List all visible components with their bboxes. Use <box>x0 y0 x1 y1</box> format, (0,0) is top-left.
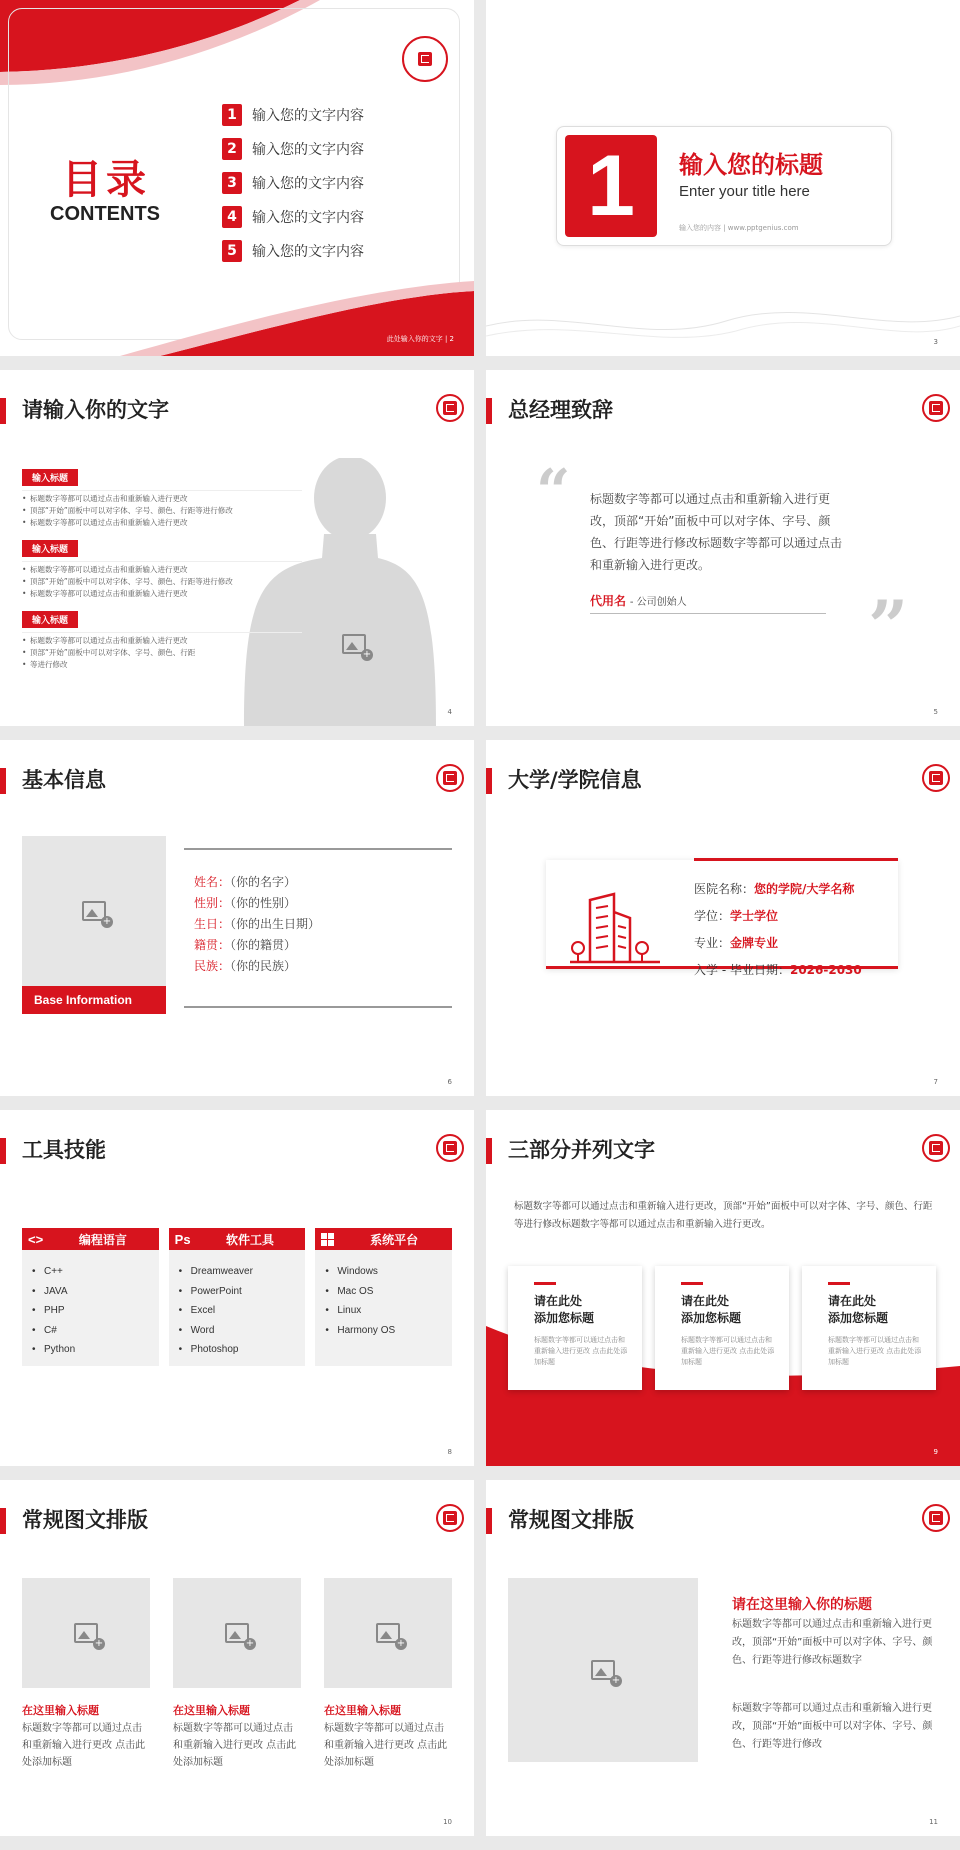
toc-number: 3 <box>222 172 242 194</box>
image-placeholder-icon <box>225 1623 249 1643</box>
skill-header-label: 系统平台 <box>370 1232 419 1247</box>
bullet-line: • 标题数字等都可以通过点击和重新输入进行更改 <box>22 565 188 574</box>
text-groups <box>22 466 302 679</box>
text-card <box>508 1266 642 1390</box>
page-number: 9 <box>933 1448 938 1456</box>
info-field <box>194 956 320 977</box>
contents-title-en: CONTENTS <box>50 203 160 225</box>
skill-item: • Mac OS <box>325 1285 374 1297</box>
code-icon: <> <box>28 1231 44 1247</box>
row-value: 金牌专业 <box>730 936 779 950</box>
toc-number: 4 <box>222 206 242 228</box>
speech-text: 标题数字等都可以通过点击和重新输入进行更改，顶部“开始”面板中可以对字体、字号、颜色、行距等进行修改标题数字等都可以通过点击和重新输入进行更改。 <box>590 492 843 572</box>
speaker-role: - 公司创始人 <box>629 597 687 608</box>
contents-footer: 此处输入你的文字 | 2 <box>386 335 454 343</box>
skill-list <box>315 1250 452 1366</box>
photoshop-icon: Ps <box>174 1231 191 1247</box>
slide-image-text <box>486 1480 960 1836</box>
content-heading: 请在这里输入你的标题 <box>732 1597 872 1613</box>
image-placeholder[interactable] <box>173 1578 301 1688</box>
building-icon <box>570 892 660 964</box>
field-value: （你的籍贯） <box>230 938 297 952</box>
image-placeholder-icon[interactable] <box>342 634 366 654</box>
toc-item[interactable] <box>222 170 364 196</box>
image-placeholder-icon <box>74 1623 98 1643</box>
content-paragraph-2: 标题数字等都可以通过点击和重新输入进行更改，顶部“开始”面板中可以对字体、字号、颜色、行距等进行修改 <box>732 1703 933 1750</box>
skill-header-label: 软件工具 <box>225 1232 274 1247</box>
skill-item: • PHP <box>32 1305 65 1316</box>
content-paragraph-1: 标题数字等都可以通过点击和重新输入进行更改，顶部“开始”面板中可以对字体、字号、颜色、行距等进行修改标题数字 <box>732 1619 933 1666</box>
field-key: 民族： <box>194 959 231 973</box>
bullet-line: • 标题数字等都可以通过点击和重新输入进行更改 <box>22 518 188 527</box>
toc-list <box>222 102 364 272</box>
speaker-name: 代用名 <box>590 594 627 608</box>
group-label: 输入标题 <box>22 611 78 628</box>
slide-skills <box>0 1110 474 1466</box>
intro-text: 标题数字等都可以通过点击和重新输入进行更改，顶部“开始”面板中可以对字体、字号、颜色、行距等进行修改标题数字等都可以通过点击和重新输入进行更改。 <box>514 1201 933 1230</box>
bottom-wave-decoration <box>0 276 474 356</box>
image-placeholder-icon <box>591 1660 615 1680</box>
section-note: 输入您的内容 | www.pptgenius.com <box>679 224 799 232</box>
skill-item: • JAVA <box>32 1285 68 1297</box>
info-card <box>546 860 898 977</box>
image-placeholder[interactable] <box>324 1578 452 1688</box>
toc-item[interactable] <box>222 204 364 230</box>
column-heading: 在这里输入标题 <box>22 1704 99 1717</box>
university-logo <box>402 36 448 82</box>
info-field <box>194 935 320 956</box>
university-row <box>694 903 862 930</box>
text-group <box>22 608 302 671</box>
skill-list <box>169 1250 306 1366</box>
divider <box>590 613 826 614</box>
skill-item: • Photoshop <box>178 1344 239 1355</box>
card-accent-line <box>681 1282 703 1285</box>
card-heading-1: 请在此处 <box>828 1294 877 1308</box>
card-heading-1: 请在此处 <box>534 1294 583 1308</box>
text-card <box>655 1266 789 1390</box>
bullet-line: • 顶部“开始”面板中可以对字体、字号、颜色、行距等进行修改 <box>22 577 233 586</box>
slide-title: 常规图文排版 <box>22 1508 148 1532</box>
column-body: 标题数字等都可以通过点击和重新输入进行更改 点击此处添加标题 <box>324 1723 448 1768</box>
card-heading-2: 添加您标题 <box>828 1311 889 1325</box>
toc-text: 输入您的文字内容 <box>252 108 364 124</box>
toc-number: 1 <box>222 104 242 126</box>
skill-item: • Dreamweaver <box>178 1266 253 1277</box>
skill-list <box>22 1250 159 1366</box>
row-value: 学士学位 <box>730 909 779 923</box>
toc-text: 输入您的文字内容 <box>252 244 364 260</box>
card-heading-2: 添加您标题 <box>534 1311 595 1325</box>
bullet-line: • 标题数字等都可以通过点击和重新输入进行更改 <box>22 589 188 598</box>
title-accent-bar <box>0 768 6 794</box>
toc-item[interactable] <box>222 102 364 128</box>
photo-placeholder[interactable] <box>22 836 166 986</box>
toc-text: 输入您的文字内容 <box>252 142 364 158</box>
slide-title: 工具技能 <box>22 1138 106 1162</box>
card-heading-1: 请在此处 <box>681 1294 730 1308</box>
field-value: （你的民族） <box>230 959 297 973</box>
title-accent-bar <box>0 1508 6 1534</box>
skill-item: • Harmony OS <box>325 1324 396 1336</box>
card-heading-2: 添加您标题 <box>681 1311 742 1325</box>
skill-column <box>22 1228 159 1366</box>
speaker-line <box>590 592 687 609</box>
image-placeholder-icon <box>82 901 106 921</box>
slide-image-grid <box>0 1480 474 1836</box>
skill-item: • Excel <box>178 1305 216 1316</box>
card-body: 标题数字等都可以通过点击和重新输入进行更改 点击此处添加标题 <box>534 1336 628 1366</box>
image-placeholder-icon <box>376 1623 400 1643</box>
group-bullets <box>22 490 302 529</box>
text-group <box>22 537 302 600</box>
university-logo <box>436 1134 464 1162</box>
skill-header-label: 编程语言 <box>78 1232 127 1247</box>
bullet-line: • 标题数字等都可以通过点击和重新输入进行更改 <box>22 636 188 645</box>
divider-top <box>184 848 452 850</box>
divider-bottom <box>184 1006 452 1008</box>
page-number: 3 <box>933 338 938 346</box>
skill-column <box>315 1228 452 1366</box>
image-column <box>324 1578 452 1771</box>
info-fields <box>194 872 320 977</box>
title-accent-bar <box>486 1138 492 1164</box>
university-logo <box>436 394 464 422</box>
text-group <box>22 466 302 529</box>
skill-item: • Linux <box>325 1305 362 1316</box>
field-value: （你的性别） <box>230 896 297 910</box>
group-bullets <box>22 561 302 600</box>
skill-column <box>169 1228 306 1366</box>
image-columns <box>22 1578 452 1771</box>
card-accent-line <box>694 858 898 861</box>
university-logo <box>436 1504 464 1532</box>
section-number: 1 <box>565 135 657 237</box>
skill-header <box>315 1228 452 1250</box>
page-number: 7 <box>933 1078 938 1086</box>
skill-item: • Word <box>178 1324 215 1336</box>
skill-columns <box>22 1228 452 1366</box>
university-logo <box>922 764 950 792</box>
slide-ceo-speech <box>486 370 960 726</box>
skill-item: • C++ <box>32 1266 63 1277</box>
row-value: 您的学院/大学名称 <box>754 882 855 896</box>
slide-title: 总经理致辞 <box>508 398 613 422</box>
card-body: 标题数字等都可以通过点击和重新输入进行更改 点击此处添加标题 <box>681 1336 775 1366</box>
bullet-line: • 顶部“开始”面板中可以对字体、字号、颜色、行距 <box>22 648 196 657</box>
page-number: 11 <box>929 1818 938 1826</box>
image-column <box>173 1578 301 1771</box>
image-column <box>22 1578 150 1771</box>
skill-item: • C# <box>32 1324 57 1336</box>
close-quote-icon: ” <box>868 585 909 668</box>
group-label: 输入标题 <box>22 469 78 486</box>
slide-title: 三部分并列文字 <box>508 1138 655 1162</box>
image-placeholder[interactable] <box>508 1578 698 1762</box>
title-accent-bar <box>486 768 492 794</box>
row-key: 医院名称： <box>694 882 755 896</box>
row-key: 专业： <box>694 936 731 950</box>
university-row <box>694 930 862 957</box>
university-logo <box>922 394 950 422</box>
field-key: 生日： <box>194 917 231 931</box>
field-key: 性别： <box>194 896 231 910</box>
card-accent-line <box>828 1282 850 1285</box>
page-number: 5 <box>933 708 938 716</box>
university-logo <box>922 1134 950 1162</box>
card-accent-line <box>534 1282 556 1285</box>
slide-title: 常规图文排版 <box>508 1508 634 1532</box>
field-key: 姓名： <box>194 875 231 889</box>
photo-caption: Base Information <box>22 986 166 1014</box>
bullet-line: • 标题数字等都可以通过点击和重新输入进行更改 <box>22 494 188 503</box>
slide-text-list <box>0 370 474 726</box>
open-quote-icon: “ <box>536 457 571 527</box>
slide-title: 大学/学院信息 <box>508 768 642 792</box>
university-logo <box>922 1504 950 1532</box>
section-subtitle: Enter your title here <box>679 183 810 200</box>
university-row <box>694 876 862 903</box>
slide-university-info <box>486 740 960 1096</box>
image-placeholder[interactable] <box>22 1578 150 1688</box>
section-title: 输入您的标题 <box>679 151 823 179</box>
field-value: （你的名字） <box>230 875 297 889</box>
field-key: 籍贯： <box>194 938 231 952</box>
title-accent-bar <box>486 398 492 424</box>
toc-item[interactable] <box>222 238 364 264</box>
column-body: 标题数字等都可以通过点击和重新输入进行更改 点击此处添加标题 <box>173 1723 297 1768</box>
page-number: 8 <box>447 1448 452 1456</box>
title-card <box>556 126 892 246</box>
skill-header <box>22 1228 159 1250</box>
slide-basic-info <box>0 740 474 1096</box>
page-number: 10 <box>443 1818 452 1826</box>
info-field <box>194 872 320 893</box>
university-logo <box>436 764 464 792</box>
toc-text: 输入您的文字内容 <box>252 210 364 226</box>
slide-three-parts <box>486 1110 960 1466</box>
bullet-line: • 等进行修改 <box>22 660 68 669</box>
skill-item: • PowerPoint <box>178 1285 242 1297</box>
page-number: 4 <box>447 708 452 716</box>
info-field <box>194 914 320 935</box>
toc-text: 输入您的文字内容 <box>252 176 364 192</box>
contents-title-cn: 目录 <box>62 157 150 203</box>
slide-contents <box>0 0 474 356</box>
gray-wave-decoration <box>486 286 960 356</box>
column-heading: 在这里输入标题 <box>173 1704 250 1717</box>
toc-number: 2 <box>222 138 242 160</box>
title-accent-bar <box>0 398 6 424</box>
title-accent-bar <box>0 1138 6 1164</box>
windows-icon <box>321 1233 334 1246</box>
university-row <box>694 957 862 984</box>
column-body: 标题数字等都可以通过点击和重新输入进行更改 点击此处添加标题 <box>22 1723 146 1768</box>
group-label: 输入标题 <box>22 540 78 557</box>
row-key: 入学 - 毕业日期： <box>694 963 790 977</box>
row-value: 2026-2030 <box>789 963 862 977</box>
slide-title: 请输入你的文字 <box>22 398 169 422</box>
info-field <box>194 893 320 914</box>
skill-item: • Python <box>32 1344 76 1355</box>
field-value: （你的出生日期） <box>230 917 321 931</box>
slide-title: 基本信息 <box>22 768 106 792</box>
slide-section-title <box>486 0 960 356</box>
text-card <box>802 1266 936 1390</box>
title-accent-bar <box>486 1508 492 1534</box>
page-number: 6 <box>447 1078 452 1086</box>
toc-number: 5 <box>222 240 242 262</box>
skill-header <box>169 1228 306 1250</box>
university-rows <box>694 876 862 984</box>
bullet-line: • 顶部“开始”面板中可以对字体、字号、颜色、行距等进行修改 <box>22 506 233 515</box>
row-key: 学位： <box>694 909 731 923</box>
card-body: 标题数字等都可以通过点击和重新输入进行更改 点击此处添加标题 <box>828 1336 922 1366</box>
column-heading: 在这里输入标题 <box>324 1704 401 1717</box>
group-bullets <box>22 632 302 671</box>
skill-item: • Windows <box>325 1266 378 1277</box>
card-row <box>508 1266 936 1390</box>
toc-item[interactable] <box>222 136 364 162</box>
